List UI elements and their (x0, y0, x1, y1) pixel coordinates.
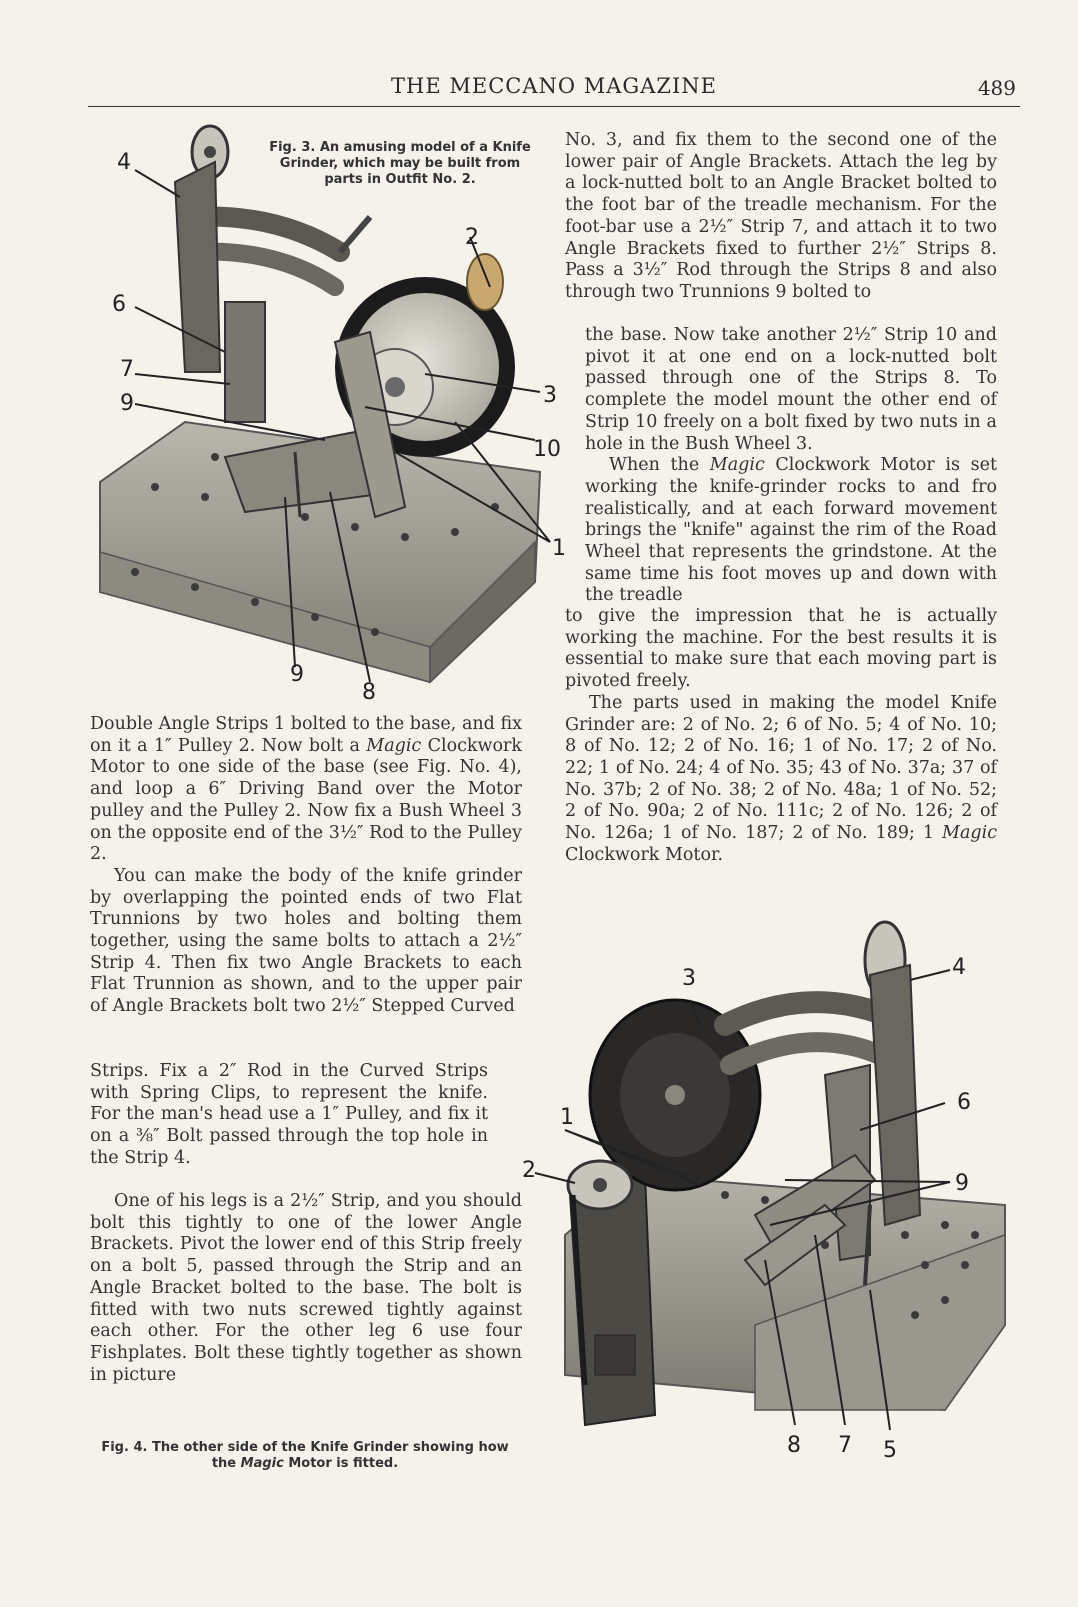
magazine-title: THE MECCANO MAGAZINE (391, 74, 717, 98)
fig4-callout-4: 4 (952, 955, 966, 980)
left-p1-text-b: Clockwork Motor to one side of the base (see Fig. No. 4), and loop a 6″ Driving Band over the Motor pulley and the Pulley 2. Now fix a Bush Wheel 3 on the opposite end of the 3½″ Rod to the Pulley 2. (90, 735, 522, 865)
left-paragraph-3: One of his legs is a 2½″ Strip, and you should bolt this tightly to one of the lower Angle Brackets. Pivot the lower end of this Strip freely on a bolt 5, passed through the Strip and an Angle Bracket bolted to the base. The bolt is fitted with two nuts screwed tightly against each other. For the other leg 6 use four Fishplates. Bolt these tightly together as shown in picture (90, 1191, 522, 1385)
left-column-paragraph-1 (90, 714, 522, 1018)
left-column-lower-block (90, 1191, 522, 1386)
right-p2-italic: Magic (709, 455, 765, 476)
right-column-lower-block (565, 606, 997, 866)
fig4-callout-9: 9 (955, 1171, 969, 1196)
right-paragraph-1-continued: the base. Now take another 2½″ Strip 10 and pivot it at one end on a lock-nutted bolt passed through one of the Strips 8. To complete the model mount the other end of Strip 10 freely on a bolt fixed by two nuts in a hole in the Bush Wheel 3. (585, 325, 997, 454)
fig4-callout-5: 5 (883, 1438, 897, 1463)
fig4-callout-8: 8 (787, 1433, 801, 1458)
fig4-callout-3: 3 (682, 966, 696, 991)
right-paragraph-2-continued: to give the impression that he is actually working the machine. For the best results it is essential to make sure that each moving part is pivoted freely. (565, 606, 997, 692)
running-head (88, 72, 1020, 107)
figure-3-illustration (95, 122, 565, 707)
right-p2-prefix: When the (609, 455, 710, 476)
right-column-top-block (565, 130, 997, 304)
callout-8: 8 (362, 680, 376, 705)
parts-list-end-italic: Magic (942, 823, 997, 844)
callout-6: 6 (112, 292, 126, 317)
callout-3: 3 (543, 383, 557, 408)
left-paragraph-2-continued: Strips. Fix a 2″ Rod in the Curved Strips with Spring Clips, to represent the knife. For the man's head use a 1″ Pulley, and fix it on a ⅜″ Bolt passed through the top hole in the Strip 4. (90, 1061, 488, 1168)
figure-4-caption-italic: Magic (240, 1456, 284, 1471)
figure-4-caption-suffix: Motor is fitted. (283, 1456, 399, 1471)
right-paragraph-3 (565, 693, 997, 867)
figure-4-caption (90, 1440, 520, 1472)
callout-2: 2 (465, 225, 479, 250)
callout-7: 7 (120, 357, 134, 382)
fig4-callout-2: 2 (522, 1158, 536, 1183)
left-paragraph-2: You can make the body of the knife grinder by overlapping the pointed ends of two Flat Trunnions by two holes and bolting them together, using the same bolts to attach a 2½″ Strip 4. Then fix two Angle Brackets to each Flat Trunnion as shown, and to the upper pair of Angle Brackets bolt two 2½″ Stepped Curved (90, 865, 522, 1017)
callout-4: 4 (117, 150, 131, 175)
callout-9: 9 (120, 391, 134, 416)
parts-list: The parts used in making the model Knife Grinder are: 2 of No. 2; 6 of No. 5; 4 of No. 10; 8 of No. 12; 2 of No. 16; 1 of No. 17; 2 of No. 22; 1 of No. 24; 4 of No. 35; 43 of No. 37a; 37 of No. 37b; 2 of No. 38; 2 of No. 48a; 1 of No. 52; 2 of No. 90a; 2 of No. 111c; 2 of No. 126; 2 of No. 126a; 1 of No. 187; 2 of No. 189; (565, 692, 997, 844)
callout-1: 1 (552, 536, 566, 561)
figure-4-caption-prefix: Fig. 4. The other side of the Knife Grinder showing how the (101, 1440, 509, 1471)
callout-9-bottom: 9 (290, 662, 304, 687)
right-paragraph-1: No. 3, and fix them to the second one of the lower pair of Angle Brackets. Attach the leg by a lock-nutted bolt to an Angle Bracket bolted to the foot bar of the treadle mechanism. For the foot-bar use a 2½″ Strip 7, and attach it to two Angle Brackets fixed to further 2½″ Strips 8. Pass a 3½″ Rod through the Strips 8 and also through two Trunnions 9 bolted to (565, 130, 997, 302)
figure-3-caption: Fig. 3. An amusing model of a Knife Grinder, which may be built from parts in Outfit No. 2. (269, 140, 531, 187)
parts-list-end-suffix: Clockwork Motor. (565, 844, 724, 865)
left-p1-text-a: Double Angle Strips 1 bolted to the base, and fix on it a 1″ Pulley 2. Now bolt a (90, 714, 522, 756)
callout-10: 10 (533, 437, 561, 462)
fig4-callout-1: 1 (560, 1105, 574, 1130)
page-number: 489 (977, 76, 1016, 100)
figure-3-knife-grinder-photo (95, 122, 565, 707)
left-p1-italic: Magic (366, 735, 422, 756)
right-p2-rest: Clockwork Motor is set working the knife-grinder rocks to and fro realistically, and at each forward movement brings the "knife" against the rim of the Road Wheel that represents the grindstone. At the same time his foot moves up and down with the treadle (585, 455, 997, 606)
fig4-callout-6: 6 (957, 1090, 971, 1115)
clockwork-motor (570, 1175, 655, 1425)
parts-list-end-prefix: 1 (922, 823, 943, 844)
fig4-callout-7: 7 (838, 1433, 852, 1458)
left-column-narrow-block (90, 1061, 488, 1170)
right-column-indented-block (585, 325, 997, 607)
